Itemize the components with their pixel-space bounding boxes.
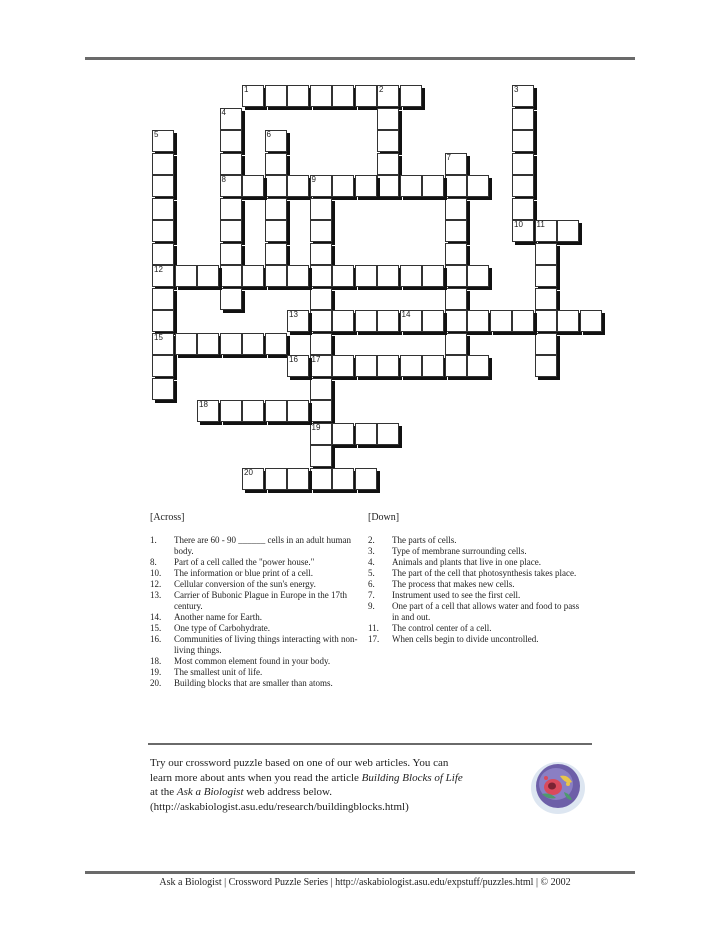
grid-cell[interactable] (220, 220, 242, 242)
grid-cell[interactable] (445, 288, 467, 310)
grid-cell[interactable] (310, 378, 332, 400)
clue-number: 8. (150, 557, 157, 567)
grid-cell[interactable] (422, 175, 444, 197)
article-url: (http://askabiologist.asu.edu/research/buildingblocks.html) (150, 800, 409, 813)
grid-cell[interactable] (220, 400, 242, 422)
down-clue-3 (368, 546, 583, 557)
grid-cell[interactable] (310, 175, 332, 197)
clue-text: Part of a cell called the "power house." (174, 557, 315, 567)
clue-text: The control center of a cell. (392, 623, 492, 633)
grid-cell[interactable] (535, 310, 557, 332)
grid-cell[interactable] (512, 130, 534, 152)
clue-number: 3. (368, 546, 375, 556)
grid-cell[interactable] (287, 175, 309, 197)
cell-number: 11 (536, 220, 545, 229)
across-clue-13 (150, 590, 358, 612)
across-header: [Across] (150, 512, 185, 523)
grid-cell[interactable] (220, 333, 242, 355)
clue-number: 17. (368, 634, 380, 644)
grid-cell[interactable] (220, 243, 242, 265)
grid-cell[interactable] (400, 175, 422, 197)
down-clue-9 (368, 601, 583, 623)
clue-text: Building blocks that are smaller than atoms. (174, 678, 333, 688)
grid-cell[interactable] (220, 288, 242, 310)
grid-cell[interactable] (512, 220, 534, 242)
grid-cell[interactable] (265, 153, 287, 175)
grid-cell[interactable] (332, 85, 354, 107)
grid-cell[interactable] (152, 265, 174, 287)
grid-cell[interactable] (310, 220, 332, 242)
grid-cell[interactable] (445, 153, 467, 175)
grid-cell[interactable] (265, 243, 287, 265)
clue-number: 10. (150, 568, 162, 578)
cell-number: 7 (446, 152, 451, 162)
grid-cell[interactable] (287, 355, 309, 377)
grid-cell[interactable] (287, 400, 309, 422)
grid-cell[interactable] (220, 198, 242, 220)
grid-cell[interactable] (152, 243, 174, 265)
grid-cell[interactable] (220, 175, 242, 197)
cell-number: 9 (311, 175, 316, 184)
grid-cell[interactable] (152, 175, 174, 197)
grid-cell[interactable] (220, 265, 242, 287)
clue-text: The part of the cell that photosynthesis takes place. (392, 568, 577, 578)
cell-number: 15 (154, 332, 163, 342)
grid-cell[interactable] (377, 265, 399, 287)
clue-text: Cellular conversion of the sun's energy. (174, 579, 316, 589)
site-name: Ask a Biologist (176, 786, 244, 798)
across-clue-8 (150, 557, 358, 568)
clue-text: Communities of living things interacting with non-living things. (174, 634, 358, 655)
grid-cell[interactable] (310, 445, 332, 467)
grid-cell[interactable] (445, 175, 467, 197)
clue-text: Instrument used to see the first cell. (392, 590, 521, 600)
grid-cell[interactable] (197, 400, 219, 422)
clue-number: 11. (368, 623, 379, 633)
grid-cell[interactable] (152, 130, 174, 152)
grid-cell[interactable] (220, 130, 242, 152)
grid-cell[interactable] (512, 108, 534, 130)
cell-number: 14 (401, 310, 411, 319)
cell-number: 4 (221, 107, 226, 117)
grid-cell[interactable] (467, 355, 489, 377)
clue-text: The smallest unit of life. (174, 667, 263, 677)
cell-number: 13 (289, 310, 298, 319)
cell-number: 16 (289, 355, 298, 364)
grid-cell[interactable] (355, 265, 377, 287)
across-clue-12 (150, 579, 358, 590)
clue-text: The parts of cells. (392, 535, 457, 545)
footer: Ask a Biologist | Crossword Puzzle Series | http://askabiologist.asu.edu/expstuff/puzzles.html | © 2002 (159, 877, 571, 888)
grid-cell[interactable] (265, 220, 287, 242)
grid-cell[interactable] (377, 85, 399, 107)
clue-number: 1. (150, 535, 157, 545)
cell-number: 3 (514, 85, 519, 94)
grid-cell[interactable] (400, 310, 422, 332)
grid-cell[interactable] (197, 333, 219, 355)
clue-number: 13. (150, 590, 162, 600)
grid-cell[interactable] (377, 423, 399, 445)
grid-cell[interactable] (512, 198, 534, 220)
grid-cell[interactable] (310, 243, 332, 265)
grid-cell[interactable] (310, 400, 332, 422)
grid-cell[interactable] (445, 333, 467, 355)
grid-cell[interactable] (467, 175, 489, 197)
grid-cell[interactable] (287, 85, 309, 107)
grid-cell[interactable] (445, 198, 467, 220)
grid-cell[interactable] (265, 265, 287, 287)
down-clue-6 (368, 579, 583, 590)
article-title: Building Blocks of Life (361, 771, 463, 784)
grid-cell[interactable] (400, 265, 422, 287)
grid-cell[interactable] (175, 333, 197, 355)
grid-cell[interactable] (310, 310, 332, 332)
grid-cell[interactable] (467, 310, 489, 332)
grid-cell[interactable] (287, 310, 309, 332)
grid-cell[interactable] (152, 198, 174, 220)
grid-cell[interactable] (152, 153, 174, 175)
clue-number: 12. (150, 579, 162, 589)
down-clue-5 (368, 568, 583, 579)
clue-text: Type of membrane surrounding cells. (392, 546, 527, 556)
across-clue-14 (150, 612, 358, 623)
grid-cell[interactable] (422, 355, 444, 377)
grid-cell[interactable] (377, 310, 399, 332)
grid-cell[interactable] (242, 85, 264, 107)
cell-number: 2 (379, 85, 384, 94)
grid-cell[interactable] (445, 265, 467, 287)
across-clue-10 (150, 568, 358, 579)
blurb-line-2: learn more about ants when you read the article (150, 771, 362, 784)
grid-cell[interactable] (332, 175, 354, 197)
grid-cell[interactable] (377, 153, 399, 175)
grid-cell[interactable] (445, 355, 467, 377)
cell-number: 8 (221, 175, 226, 184)
grid-cell[interactable] (332, 468, 354, 490)
grid-cell[interactable] (152, 355, 174, 377)
cell-illustration-image (528, 754, 588, 818)
grid-cell[interactable] (400, 85, 422, 107)
grid-cell[interactable] (175, 265, 197, 287)
grid-cell[interactable] (265, 198, 287, 220)
grid-cell[interactable] (332, 423, 354, 445)
grid-cell[interactable] (535, 333, 557, 355)
grid-cell[interactable] (265, 468, 287, 490)
clue-text: Animals and plants that live in one place. (392, 557, 541, 567)
grid-cell[interactable] (355, 423, 377, 445)
cell-number: 12 (154, 265, 163, 274)
grid-cell[interactable] (355, 310, 377, 332)
cell-number: 10 (514, 220, 523, 229)
clue-number: 4. (368, 557, 375, 567)
clue-text: When cells begin to divide uncontrolled. (392, 634, 539, 644)
clue-text: The information or blue print of a cell. (174, 568, 313, 578)
across-clues (150, 535, 358, 689)
grid-cell[interactable] (355, 85, 377, 107)
grid-cell[interactable] (377, 355, 399, 377)
grid-cell[interactable] (310, 265, 332, 287)
grid-cell[interactable] (242, 468, 264, 490)
across-clue-18 (150, 656, 358, 667)
clue-number: 7. (368, 590, 375, 600)
across-clue-19 (150, 667, 358, 678)
clue-number: 15. (150, 623, 162, 633)
grid-cell[interactable] (557, 220, 579, 242)
grid-cell[interactable] (332, 355, 354, 377)
down-clue-11 (368, 623, 583, 634)
grid-cell[interactable] (445, 220, 467, 242)
grid-cell[interactable] (512, 310, 534, 332)
grid-cell[interactable] (242, 333, 264, 355)
grid-cell[interactable] (152, 378, 174, 400)
grid-cell[interactable] (422, 310, 444, 332)
clue-number: 5. (368, 568, 375, 578)
grid-cell[interactable] (445, 243, 467, 265)
grid-cell[interactable] (355, 355, 377, 377)
down-clue-2 (368, 535, 583, 546)
grid-cell[interactable] (512, 175, 534, 197)
grid-cell[interactable] (467, 265, 489, 287)
grid-cell[interactable] (377, 108, 399, 130)
clue-number: 20. (150, 678, 162, 688)
clue-number: 16. (150, 634, 162, 644)
clue-number: 14. (150, 612, 162, 622)
grid-cell[interactable] (355, 175, 377, 197)
grid-cell[interactable] (445, 310, 467, 332)
grid-cell[interactable] (557, 310, 579, 332)
grid-cell[interactable] (400, 355, 422, 377)
cell-number: 5 (154, 130, 159, 139)
grid-cell[interactable] (310, 198, 332, 220)
clue-number: 18. (150, 656, 162, 666)
grid-cell[interactable] (287, 468, 309, 490)
clue-number: 2. (368, 535, 375, 545)
grid-cell[interactable] (377, 175, 399, 197)
cell-number: 1 (244, 85, 249, 94)
down-clue-17 (368, 634, 583, 645)
clue-text: There are 60 - 90 ______ cells in an adult human body. (174, 535, 351, 556)
promo-text (150, 756, 535, 814)
grid-cell[interactable] (535, 220, 557, 242)
clue-text: One type of Carbohydrate. (174, 623, 270, 633)
down-clue-7 (368, 590, 583, 601)
grid-cell[interactable] (512, 153, 534, 175)
grid-cell[interactable] (265, 400, 287, 422)
grid-cell[interactable] (535, 243, 557, 265)
grid-cell[interactable] (310, 288, 332, 310)
grid-cell[interactable] (265, 333, 287, 355)
clue-text: Most common element found in your body. (174, 656, 331, 666)
clue-number: 19. (150, 667, 162, 677)
grid-cell[interactable] (287, 265, 309, 287)
grid-cell[interactable] (377, 130, 399, 152)
grid-cell[interactable] (355, 468, 377, 490)
clue-text: One part of a cell that allows water and food to pass in and out. (392, 601, 580, 622)
grid-cell[interactable] (535, 355, 557, 377)
grid-cell[interactable] (580, 310, 602, 332)
grid-cell[interactable] (220, 108, 242, 130)
grid-cell[interactable] (310, 423, 332, 445)
grid-cell[interactable] (152, 288, 174, 310)
grid-cell[interactable] (197, 265, 219, 287)
cell-number: 19 (311, 422, 321, 432)
grid-cell[interactable] (422, 265, 444, 287)
grid-cell[interactable] (310, 333, 332, 355)
grid-cell[interactable] (152, 333, 174, 355)
grid-cell[interactable] (242, 175, 264, 197)
down-clues (368, 535, 583, 645)
grid-cell[interactable] (310, 468, 332, 490)
clue-text: The process that makes new cells. (392, 579, 515, 589)
grid-cell[interactable] (535, 265, 557, 287)
grid-cell[interactable] (310, 355, 332, 377)
blurb-line-1: Try our crossword puzzle based on one of our web articles. You can (150, 757, 449, 769)
cell-number: 6 (266, 130, 271, 139)
grid-cell[interactable] (265, 175, 287, 197)
clue-text: Carrier of Bubonic Plague in Europe in the 17th century. (174, 590, 347, 611)
cell-number: 20 (244, 467, 253, 477)
across-clue-15 (150, 623, 358, 634)
grid-cell[interactable] (332, 310, 354, 332)
grid-cell[interactable] (220, 153, 242, 175)
grid-cell[interactable] (490, 310, 512, 332)
down-header: [Down] (368, 512, 400, 523)
blurb-line-3b: web address below. (243, 786, 332, 798)
grid-cell[interactable] (512, 85, 534, 107)
grid-cell[interactable] (310, 85, 332, 107)
clue-number: 9. (368, 601, 375, 611)
grid-cell[interactable] (332, 265, 354, 287)
grid-cell[interactable] (242, 265, 264, 287)
grid-cell[interactable] (152, 220, 174, 242)
divider-rule (148, 743, 592, 745)
across-clue-1 (150, 535, 358, 557)
blurb-line-3a: at the (150, 786, 177, 798)
grid-cell[interactable] (265, 85, 287, 107)
footer-rule (85, 871, 635, 874)
grid-cell[interactable] (242, 400, 264, 422)
across-clue-20 (150, 678, 358, 689)
grid-cell[interactable] (265, 130, 287, 152)
cell-number: 18 (199, 400, 208, 409)
clue-text: Another name for Earth. (174, 612, 262, 622)
clue-number: 6. (368, 579, 375, 589)
grid-cell[interactable] (535, 288, 557, 310)
cell-number: 17 (311, 355, 321, 364)
down-clue-4 (368, 557, 583, 568)
grid-cell[interactable] (152, 310, 174, 332)
across-clue-16 (150, 634, 358, 656)
